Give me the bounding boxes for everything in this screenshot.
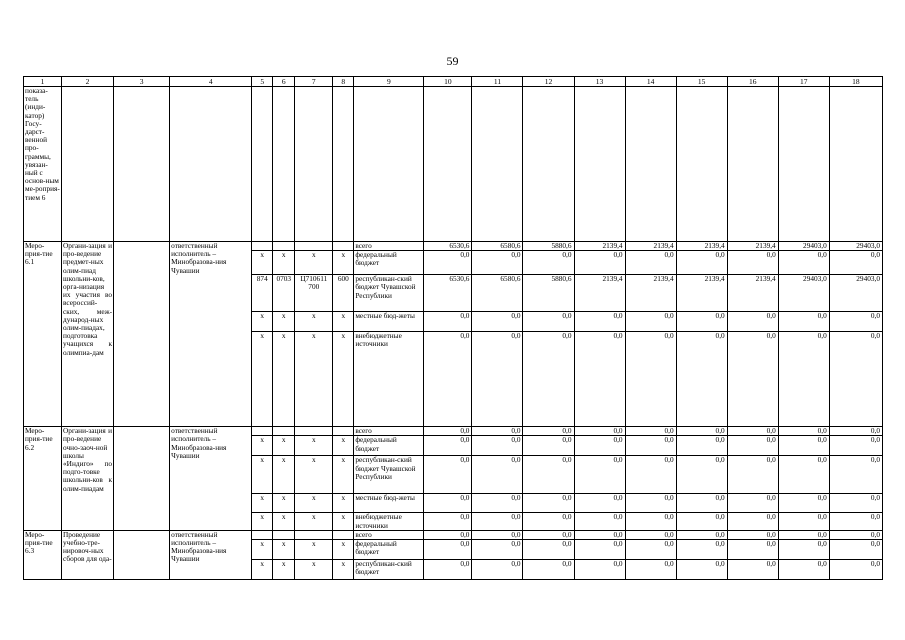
amount-cell: 0,0: [574, 332, 625, 427]
amount-cell: 29403,0: [778, 275, 829, 312]
empty-cell: [574, 87, 625, 242]
code-expense-type: х: [333, 494, 354, 513]
amount-cell: 0,0: [472, 251, 523, 275]
amount-cell: 0,0: [829, 251, 882, 275]
amount-cell: 0,0: [472, 560, 523, 580]
code-grbs: х: [252, 560, 273, 580]
amount-cell: 0,0: [472, 456, 523, 494]
code-grbs: х: [252, 494, 273, 513]
column-header: 2: [62, 77, 114, 87]
code-section: х: [273, 312, 295, 332]
code-expense-type: [333, 242, 354, 251]
amount-cell: 0,0: [424, 427, 472, 436]
amount-cell: 29403,0: [829, 242, 882, 251]
code-section: х: [273, 540, 295, 560]
column-header: 17: [778, 77, 829, 87]
code-target-article: [295, 427, 333, 436]
code-grbs: [252, 242, 273, 251]
code-grbs: х: [252, 312, 273, 332]
amount-cell: 0,0: [523, 540, 574, 560]
amount-cell: 29403,0: [778, 242, 829, 251]
amount-cell: 0,0: [727, 427, 778, 436]
amount-cell: 0,0: [625, 494, 676, 513]
column-header: 5: [252, 77, 273, 87]
amount-cell: 0,0: [727, 494, 778, 513]
amount-cell: 0,0: [523, 312, 574, 332]
event-description: Органи-зация и про-ведение очно-заоч-ной школы «Индиго» по подго-товке школьни-ков к олим-пиадам: [62, 427, 114, 531]
code-target-article: х: [295, 436, 333, 456]
amount-cell: 0,0: [676, 427, 727, 436]
empty-cell: [114, 427, 170, 531]
amount-cell: 0,0: [523, 427, 574, 436]
amount-cell: 0,0: [778, 494, 829, 513]
amount-cell: 0,0: [574, 494, 625, 513]
amount-cell: 5880,6: [523, 242, 574, 251]
amount-cell: 0,0: [727, 513, 778, 530]
amount-cell: 0,0: [778, 332, 829, 427]
amount-cell: 0,0: [829, 427, 882, 436]
empty-cell: [727, 87, 778, 242]
amount-cell: 0,0: [778, 436, 829, 456]
amount-cell: 0,0: [676, 530, 727, 539]
amount-cell: 0,0: [523, 494, 574, 513]
code-expense-type: х: [333, 560, 354, 580]
column-header: 4: [170, 77, 252, 87]
empty-cell: [523, 87, 574, 242]
amount-cell: 0,0: [778, 456, 829, 494]
responsible-executor: ответственный исполнитель – Минобразова-ния Чувашии: [170, 530, 252, 579]
column-header: 10: [424, 77, 472, 87]
amount-cell: 0,0: [424, 436, 472, 456]
event-label: Меро-прия-тие 6.2: [24, 427, 62, 531]
code-grbs: [252, 427, 273, 436]
amount-cell: 0,0: [829, 312, 882, 332]
empty-cell: [114, 242, 170, 427]
column-header: 7: [295, 77, 333, 87]
amount-cell: 0,0: [472, 332, 523, 427]
code-target-article: [295, 530, 333, 539]
amount-cell: 0,0: [424, 530, 472, 539]
amount-cell: 0,0: [523, 332, 574, 427]
amount-cell: 0,0: [778, 513, 829, 530]
code-section: 0703: [273, 275, 295, 312]
amount-cell: 0,0: [424, 560, 472, 580]
amount-cell: 0,0: [727, 530, 778, 539]
code-target-article: [295, 242, 333, 251]
amount-cell: 0,0: [424, 251, 472, 275]
amount-cell: 2139,4: [625, 275, 676, 312]
column-header: 12: [523, 77, 574, 87]
code-section: х: [273, 251, 295, 275]
code-section: х: [273, 494, 295, 513]
code-section: х: [273, 560, 295, 580]
funding-source: республикан-ский бюджет Чувашской Республики: [354, 275, 424, 312]
amount-cell: 0,0: [727, 251, 778, 275]
amount-cell: 6580,6: [472, 275, 523, 312]
column-header: 15: [676, 77, 727, 87]
amount-cell: 0,0: [424, 513, 472, 530]
amount-cell: 0,0: [424, 332, 472, 427]
amount-cell: 0,0: [472, 436, 523, 456]
code-section: [273, 242, 295, 251]
amount-cell: 0,0: [574, 427, 625, 436]
amount-cell: 0,0: [472, 312, 523, 332]
amount-cell: 0,0: [574, 540, 625, 560]
code-grbs: 874: [252, 275, 273, 312]
amount-cell: 0,0: [676, 560, 727, 580]
amount-cell: 0,0: [676, 456, 727, 494]
funding-source: внебюджетные источники: [354, 513, 424, 530]
page-number: 59: [446, 54, 459, 68]
amount-cell: 0,0: [676, 332, 727, 427]
amount-cell: 2139,4: [574, 275, 625, 312]
amount-cell: 0,0: [523, 436, 574, 456]
amount-cell: 0,0: [778, 530, 829, 539]
amount-cell: 0,0: [676, 251, 727, 275]
column-header: 18: [829, 77, 882, 87]
event-label: Меро-прия-тие 6.3: [24, 530, 62, 579]
amount-cell: 0,0: [727, 312, 778, 332]
amount-cell: 0,0: [829, 456, 882, 494]
column-header: 9: [354, 77, 424, 87]
code-expense-type: х: [333, 312, 354, 332]
code-grbs: х: [252, 513, 273, 530]
code-section: х: [273, 436, 295, 456]
code-target-article: х: [295, 560, 333, 580]
amount-cell: 0,0: [574, 560, 625, 580]
amount-cell: 0,0: [676, 540, 727, 560]
column-header: 11: [472, 77, 523, 87]
amount-cell: 0,0: [676, 513, 727, 530]
amount-cell: 0,0: [625, 530, 676, 539]
amount-cell: 0,0: [472, 530, 523, 539]
code-section: х: [273, 456, 295, 494]
amount-cell: 0,0: [778, 251, 829, 275]
empty-cell: [472, 87, 523, 242]
amount-cell: 6530,6: [424, 242, 472, 251]
code-grbs: х: [252, 456, 273, 494]
column-header: 13: [574, 77, 625, 87]
amount-cell: 0,0: [727, 540, 778, 560]
amount-cell: 0,0: [625, 513, 676, 530]
amount-cell: 0,0: [829, 494, 882, 513]
code-grbs: х: [252, 332, 273, 427]
code-target-article: х: [295, 312, 333, 332]
empty-cell: [829, 87, 882, 242]
event-description: Органи-зация и про-ведение предмет-ных олим-пиад школьни-ков, орга-низация их участия во всероссий-ских, меж-дународ-ных олим-пиадах, подготовка учащихся к олимпиа-дам: [62, 242, 114, 427]
code-target-article: х: [295, 494, 333, 513]
amount-cell: 0,0: [472, 513, 523, 530]
amount-cell: 0,0: [625, 540, 676, 560]
funding-source: республикан-ский бюджет: [354, 560, 424, 580]
code-expense-type: х: [333, 332, 354, 427]
budget-table: [23, 76, 883, 580]
amount-cell: 0,0: [676, 436, 727, 456]
header-row: [24, 77, 883, 87]
amount-cell: 0,0: [829, 560, 882, 580]
column-header: 16: [727, 77, 778, 87]
code-target-article: Ц710611 700: [295, 275, 333, 312]
amount-cell: 0,0: [472, 540, 523, 560]
amount-cell: 0,0: [829, 436, 882, 456]
amount-cell: 2139,4: [727, 242, 778, 251]
code-section: [273, 530, 295, 539]
amount-cell: 0,0: [778, 560, 829, 580]
amount-cell: 0,0: [574, 251, 625, 275]
amount-cell: 5880,6: [523, 275, 574, 312]
funding-source: федеральный бюджет: [354, 436, 424, 456]
column-header: 3: [114, 77, 170, 87]
amount-cell: 0,0: [523, 560, 574, 580]
event-label: Меро-прия-тие 6.1: [24, 242, 62, 427]
amount-cell: 2139,4: [574, 242, 625, 251]
amount-cell: 0,0: [523, 530, 574, 539]
code-section: [273, 427, 295, 436]
code-section: х: [273, 513, 295, 530]
table-row: [24, 242, 883, 251]
amount-cell: 2139,4: [676, 242, 727, 251]
amount-cell: 29403,0: [829, 275, 882, 312]
amount-cell: 0,0: [727, 332, 778, 427]
empty-cell: [114, 530, 170, 579]
amount-cell: 2139,4: [727, 275, 778, 312]
empty-cell: [676, 87, 727, 242]
amount-cell: 0,0: [625, 456, 676, 494]
amount-cell: 0,0: [829, 530, 882, 539]
funding-source: местные бюд-жеты: [354, 494, 424, 513]
amount-cell: 0,0: [727, 560, 778, 580]
empty-cell: [62, 87, 114, 242]
funding-source: федеральный бюджет: [354, 540, 424, 560]
empty-cell: [424, 87, 472, 242]
amount-cell: 0,0: [625, 332, 676, 427]
amount-cell: 0,0: [424, 312, 472, 332]
amount-cell: 0,0: [778, 312, 829, 332]
funding-source: всего: [354, 427, 424, 436]
code-expense-type: х: [333, 251, 354, 275]
code-target-article: х: [295, 456, 333, 494]
code-grbs: х: [252, 436, 273, 456]
code-expense-type: х: [333, 540, 354, 560]
amount-cell: 0,0: [625, 312, 676, 332]
amount-cell: 0,0: [625, 251, 676, 275]
responsible-executor: ответственный исполнитель – Минобразова-ния Чувашии: [170, 242, 252, 427]
amount-cell: 0,0: [424, 494, 472, 513]
code-target-article: х: [295, 540, 333, 560]
code-target-article: х: [295, 332, 333, 427]
empty-cell: [778, 87, 829, 242]
empty-cell: [333, 87, 354, 242]
amount-cell: 0,0: [625, 427, 676, 436]
amount-cell: 0,0: [676, 312, 727, 332]
amount-cell: 2139,4: [676, 275, 727, 312]
amount-cell: 0,0: [574, 312, 625, 332]
amount-cell: 0,0: [574, 513, 625, 530]
code-section: х: [273, 332, 295, 427]
funding-source: федеральный бюджет: [354, 251, 424, 275]
code-expense-type: [333, 530, 354, 539]
code-expense-type: [333, 427, 354, 436]
amount-cell: 0,0: [523, 251, 574, 275]
amount-cell: 0,0: [727, 436, 778, 456]
amount-cell: 0,0: [523, 456, 574, 494]
amount-cell: 0,0: [778, 427, 829, 436]
code-grbs: [252, 530, 273, 539]
amount-cell: 0,0: [829, 513, 882, 530]
amount-cell: 0,0: [424, 456, 472, 494]
code-grbs: х: [252, 540, 273, 560]
amount-cell: 0,0: [727, 456, 778, 494]
event-description: Проведение учебно-тре-нировоч-ных сборов для ода-: [62, 530, 114, 579]
column-header: 6: [273, 77, 295, 87]
empty-cell: [354, 87, 424, 242]
amount-cell: 0,0: [625, 560, 676, 580]
code-expense-type: х: [333, 436, 354, 456]
code-target-article: х: [295, 513, 333, 530]
code-expense-type: х: [333, 456, 354, 494]
funding-source: всего: [354, 242, 424, 251]
code-expense-type: 600: [333, 275, 354, 312]
empty-cell: [114, 87, 170, 242]
funding-source: всего: [354, 530, 424, 539]
empty-cell: [625, 87, 676, 242]
amount-cell: 0,0: [472, 494, 523, 513]
empty-cell: [170, 87, 252, 242]
column-header: 1: [24, 77, 62, 87]
code-target-article: х: [295, 251, 333, 275]
amount-cell: 6580,6: [472, 242, 523, 251]
table-row: [24, 427, 883, 436]
column-header: 8: [333, 77, 354, 87]
amount-cell: 0,0: [625, 436, 676, 456]
empty-cell: [252, 87, 273, 242]
amount-cell: 0,0: [676, 494, 727, 513]
amount-cell: 0,0: [574, 530, 625, 539]
amount-cell: 0,0: [472, 427, 523, 436]
amount-cell: 6530,6: [424, 275, 472, 312]
amount-cell: 0,0: [523, 513, 574, 530]
amount-cell: 0,0: [574, 436, 625, 456]
empty-cell: [273, 87, 295, 242]
amount-cell: 0,0: [829, 332, 882, 427]
amount-cell: 0,0: [424, 540, 472, 560]
code-expense-type: х: [333, 513, 354, 530]
empty-cell: [295, 87, 333, 242]
column-header: 14: [625, 77, 676, 87]
indicator-row: [24, 87, 883, 242]
table-row: [24, 530, 883, 539]
table-body: [24, 77, 883, 580]
code-grbs: х: [252, 251, 273, 275]
funding-source: местные бюд-жеты: [354, 312, 424, 332]
amount-cell: 0,0: [574, 456, 625, 494]
funding-source: республикан-ский бюджет Чувашской Республики: [354, 456, 424, 494]
amount-cell: 0,0: [829, 540, 882, 560]
funding-source: внебюджетные источники: [354, 332, 424, 427]
amount-cell: 0,0: [778, 540, 829, 560]
amount-cell: 2139,4: [625, 242, 676, 251]
responsible-executor: ответственный исполнитель – Минобразова-ния Чувашии: [170, 427, 252, 531]
indicator-label: показа-тель (инди-катор) Госу-дарст-венной про-граммы, увязан-ный с основ-ным ме-роприя-тием 6: [24, 87, 62, 242]
